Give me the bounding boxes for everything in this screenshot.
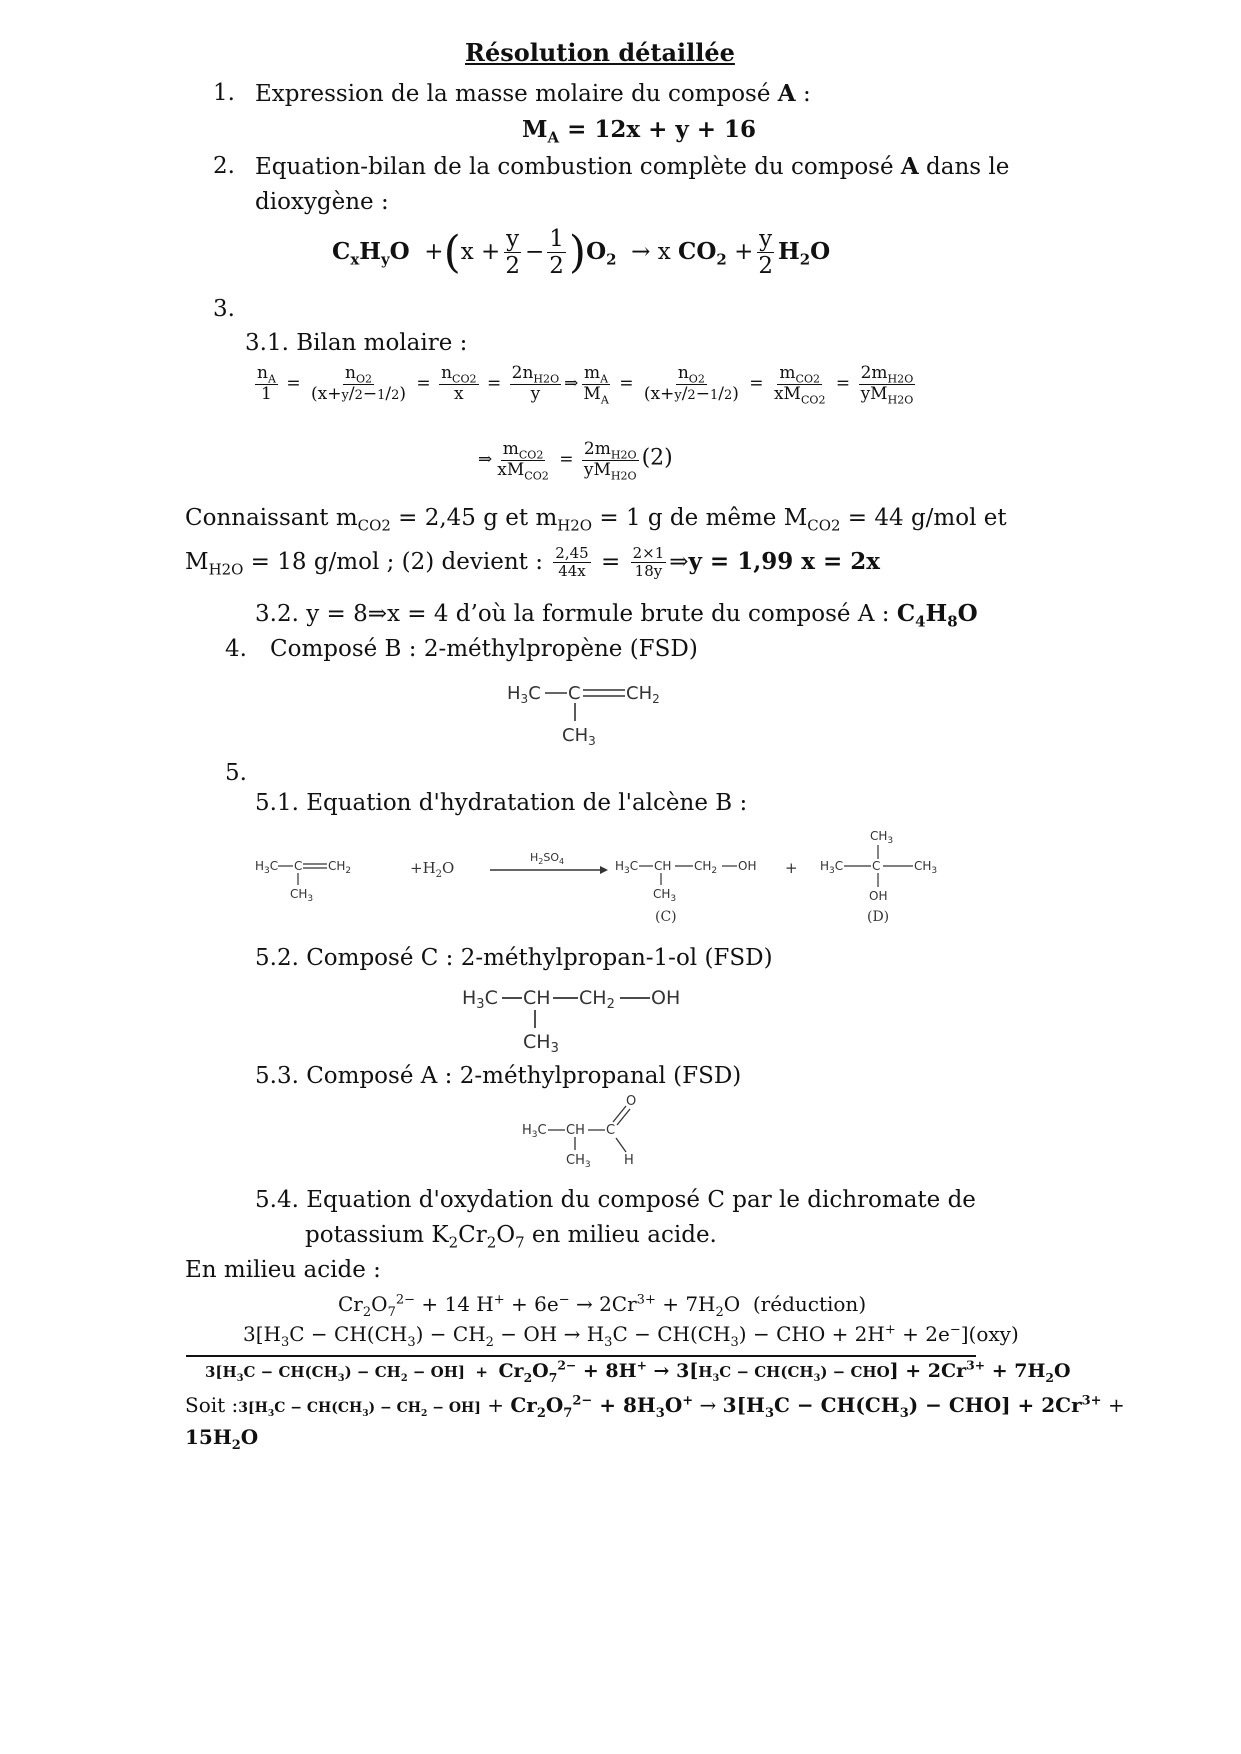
q5-sub4-line2: potassium $K_2Cr_2O_7$ en milieu acide. [305,1222,717,1252]
q2-text-line1: Equation-bilan de la combustion complète du composé A dans le [255,153,1010,180]
svg-text:CH3: $CH_3$ [870,829,894,846]
svg-text:CH3: $CH_3$ [290,887,314,904]
svg-text:H3C: $H_3C$ [462,987,498,1012]
page-title: Résolution détaillée [465,38,735,67]
sum-divider [186,1355,976,1357]
q5-number: 5. [225,760,247,786]
half-equation-oxidation: $3[H_3C - CH(CH_3) - CH_2$ − OH → $H_3C - CH(CH_3)$ − CHO + 2H+ + 2e−](oxy) [243,1322,1019,1350]
q5-sub4-line1: 5.4. Equation d'oxydation du composé C par le dichromate de [255,1187,976,1213]
q3-number: 3. [213,296,235,322]
structure-2-methylpropanal [520,1090,680,1180]
svg-text:H3C: $H_3C$ [615,859,639,876]
svg-text:H3C: $H_3C$ [255,859,279,876]
q3-result-line: ⇒ $\frac{m_{CO2}}{xM_{CO2}}$ = $\frac{2m_{H2O}}{yM_{H2O}}$ (2) [478,439,673,482]
svg-text:CH2: $CH_2$ [626,683,660,706]
q3-known-line1: Connaissant $m_{CO2} = 2,45$ g et $m_{H2O} = 1$ g de même $M_{CO2} = 44$ g/mol et [185,505,1007,535]
svg-text:CH3: $CH_3$ [523,1031,559,1055]
q2-number: 2. [213,153,235,179]
acid-label: En milieu acide : [185,1257,381,1283]
svg-text:C: C [294,859,303,873]
svg-text:CH2: $CH_2$ [694,859,718,876]
svg-text:CH2: $CH_2$ [328,859,352,876]
q2-equation: $C_xH_yO +(x$ + $\frac{y}{2}$ − $\frac{1}{2}$ )$O_2 \to x$ $CO_2$ + $\frac{y}{2}$ $H_2O$ [332,226,831,280]
svg-text:CH: CH [654,859,672,873]
product-c-label: (C) [655,909,677,925]
reaction-catalyst: $H_2SO_4$ [530,851,565,866]
product-d-label: (D) [867,909,890,925]
final-equation-line1: Soit $:3[H_3C - CH(CH_3) - CH_2 - OH] + Cr_2O_7^{2-} + 8H_3O^+ \to 3[H_3C - CH(CH_3) - CHO] + 2Cr^{3+}$ + [185,1393,1125,1421]
final-equation-line2: $15H_2O$ [185,1425,259,1453]
svg-text:CH3: $CH_3$ [566,1153,591,1170]
sum-equation: $3[H_3C - CH(CH_3) - CH_2 - OH] + Cr_2O_7^{2-} + 8H^+ \to 3[H_3C - CH(CH_3) - CHO] + 2Cr^{3+} + 7H_2O$ [205,1357,1071,1385]
svg-text:+: + [785,859,798,877]
half-equation-reduction: $Cr_2O_7^{2-} + 14$ $H^+ + 6e^- \to 2Cr^{3+} + 7H_2O$ (réduction) [338,1292,867,1320]
q3-sub2: 3.2. y = 8⇒x = 4 d’où la formule brute du composé A : $C_4H_8O$ [255,600,978,631]
svg-text:OH: OH [738,859,757,873]
q3-sub1-label: 3.1. Bilan molaire : [245,330,468,356]
svg-text:CH3: $CH_3$ [562,725,596,745]
q1-number: 1. [213,80,235,106]
hydration-reaction [245,825,945,940]
q3-ratio-line: $\frac{n_A}{1}$ = $\frac{n_{O2}}{(x+y/2-1/2)}$ = $\frac{n_{CO2}}{x}$ = $\frac{2n_{H2O}}{y}$ ⇒ $\frac{m_A}{M_A}$ = $\frac{n_{O2}}{(x+y/2-1/2)}$ = $\frac{m_{CO2}}{xM_{CO2}}$ = $\frac{2m_{H2O}}{yM_{H2O}}$ [257,363,914,406]
svg-text:C: C [606,1123,616,1138]
svg-text:H: H [624,1153,634,1168]
svg-text:H3C: $H_3C$ [507,683,541,706]
q4-text: Composé B : 2-méthylpropène (FSD) [270,636,698,662]
svg-text:CH2: $CH_2$ [579,987,615,1012]
svg-text:OH: OH [869,889,888,903]
q5-sub3: 5.3. Composé A : 2-méthylpropanal (FSD) [255,1063,742,1089]
q5-sub1: 5.1. Equation d'hydratation de l'alcène B : [255,790,748,816]
structure-2-methylpropene [505,675,685,745]
svg-text:CH3: $CH_3$ [653,887,677,904]
svg-text:O: O [626,1094,637,1109]
svg-text:OH: OH [651,987,681,1009]
q5-sub2: 5.2. Composé C : 2-méthylpropan-1-ol (FSD) [255,945,773,971]
q3-known-line2: $M_{H2O} = 18$ g/mol ; (2) devient : $\frac{2,45}{44x}$ = $\frac{2\times 1}{18y}$ ⇒y = 1,99 x = 2x [185,544,880,581]
q1-formula: $M_A = 12x + y + 16$ [522,116,757,147]
svg-text:CH3: $CH_3$ [914,859,938,876]
svg-text:CH: CH [523,987,551,1009]
svg-text:CH: CH [566,1123,585,1138]
reaction-reagent: $+H_2O$ [410,859,455,880]
structure-2-methylpropan-1-ol [460,980,720,1055]
q1-text: Expression de la masse molaire du composé A : [255,80,811,107]
svg-text:H3C: $H_3C$ [820,859,844,876]
q2-text-line2: dioxygène : [255,189,389,215]
svg-text:C: C [872,859,881,873]
q4-number: 4. [225,636,247,662]
svg-text:H3C: $H_3C$ [522,1123,547,1140]
svg-text:C: C [568,683,581,704]
